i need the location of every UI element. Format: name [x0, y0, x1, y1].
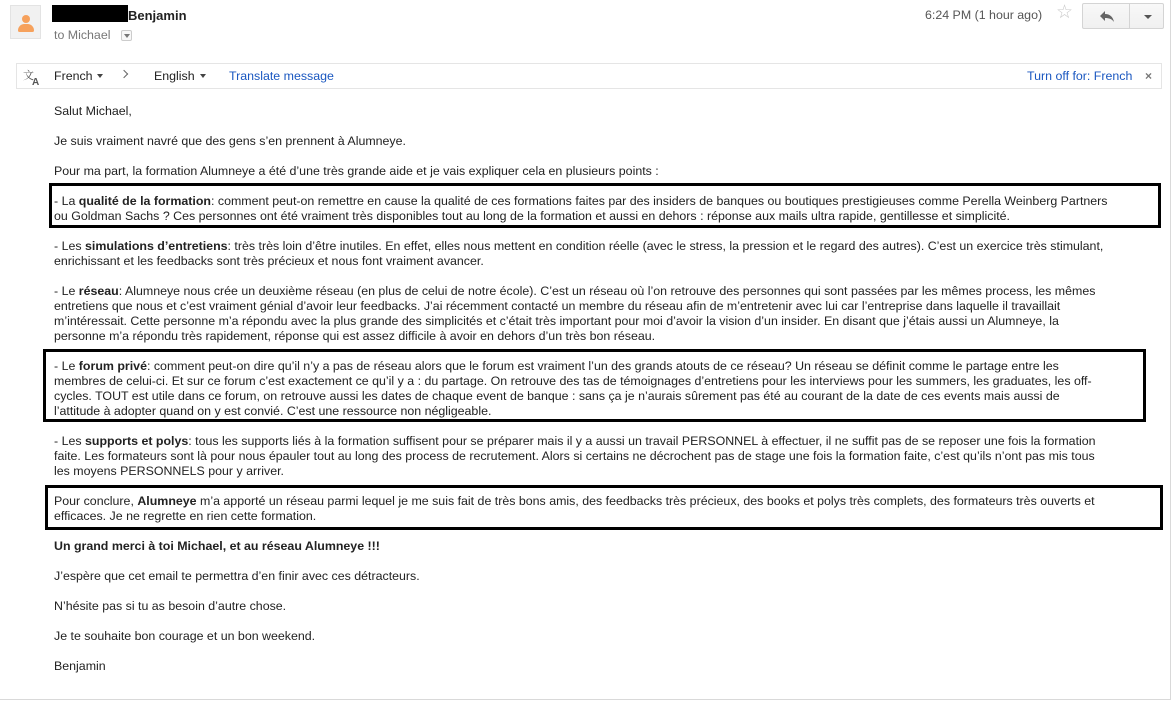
translate-message-link[interactable]: Translate message — [229, 69, 334, 83]
recipient-line: to Michael — [54, 28, 111, 42]
point-simulations-line-2: enrichissant et les feedbacks sont très précieux et nous font vraiment avancer. — [54, 254, 484, 268]
target-language-dropdown-icon[interactable] — [200, 74, 206, 78]
translate-icon — [22, 68, 42, 86]
details-dropdown-icon[interactable] — [121, 30, 132, 41]
point-network-line-2: entretiens que nous et c’est vraiment génial d’avoir leur feedbacks. J’ai récemment contacté un membre du réseau afin de m’entretenir avec lui car l’entreprise dans laquelle il travaillait — [54, 299, 1061, 313]
more-options-button[interactable] — [1129, 3, 1164, 29]
point-supports-line-2: faite. Les formateurs sont là pour nous épauler tout au long des process de recrutement. Alors si certains ne décrochent pas de stage une fois la formation faite, c’est qu’ils n’ont pas mis tous — [54, 449, 1095, 463]
point-supports-line-1: - Les supports et polys: tous les supports liés à la formation suffisent pour se préparer mais il y a aussi un travail PERSONNEL à effectuer, il ne suffit pas de se reposer une fois la formation — [54, 434, 1096, 448]
point-quality-line-1: - La qualité de la formation: comment peut-on remettre en cause la qualité de ces formations faites par des insiders de banques ou boutiques prestigieuses comme Perella Weinberg Partners — [54, 194, 1108, 208]
point-simulations-line-1: - Les simulations d’entretiens: très très loin d’être inutiles. En effet, elles nous mettent en condition réelle (avec le stress, la pression et le regard des autres). C’est un exercice très stimulant, — [54, 239, 1104, 253]
signature: Benjamin — [54, 659, 106, 673]
point-quality-line-2: ou Goldman Sachs ? Ces personnes ont été vraiment très disponibles tout au long de la formation et aussi en dehors : réponse aux mails ultra rapide, gentillesse et simplicité. — [54, 209, 1010, 223]
turn-off-translation-link[interactable]: Turn off for: French — [1027, 69, 1133, 83]
greeting: Salut Michael, — [54, 104, 132, 118]
point-supports-line-3: les moyens PERSONNELS pour y arriver. — [54, 464, 284, 478]
point-network-line-1: - Le réseau: Alumneye nous crée un deuxième réseau (en plus de celui de notre école). C’est un réseau où l’on retrouve des personnes qui sont passées par les mêmes process, les mêmes — [54, 284, 1096, 298]
point-network-line-3: m’intéressait. Cette personne m’a répondu avec la plus grande des simplicités et c’était très important pour moi d’avoir la vision d’un insider. En disant que j’étais aussi un Alumneye, la — [54, 314, 1059, 328]
point-forum-line-3: cycles. TOUT est utile dans ce forum, on retrouve aussi les dates de chaque event de banque : sans ça je n’aurais sûrement pas été au courant de la date de ces events mais aussi de — [54, 389, 1060, 403]
star-icon[interactable]: ☆ — [1056, 2, 1074, 23]
svg-text:文: 文 — [23, 70, 34, 82]
closing-line-2: N’hésite pas si tu as besoin d’autre chose. — [54, 599, 287, 613]
conclusion-line-1: Pour conclure, Alumneye m’a apporté un réseau parmi lequel je me suis fait de très bons amis, des feedbacks très précieux, des books et polys très complets, des formateurs très ouverts et — [54, 494, 1095, 508]
timestamp: 6:24 PM (1 hour ago) — [925, 8, 1043, 22]
intro-line-1: Je suis vraiment navré que des gens s’en prennent à Alumneye. — [54, 134, 406, 148]
svg-text:A: A — [32, 77, 40, 86]
reply-button[interactable] — [1082, 3, 1130, 29]
sender-name[interactable]: Benjamin — [128, 8, 187, 23]
point-network-line-4: personne m’a répondu très rapidement, réponse qui est assez difficile à avoir en dehors d’un très bon réseau. — [54, 329, 656, 343]
closing-line-3: Je te souhaite bon courage et un bon weekend. — [54, 629, 316, 643]
target-language-select[interactable]: English — [154, 69, 195, 83]
point-forum-line-4: l’attitude à adopter quand on y est convié. C’est une ressource non négligeable. — [54, 404, 492, 418]
avatar-icon[interactable] — [10, 5, 41, 39]
close-translate-icon[interactable]: × — [1145, 69, 1153, 83]
source-language-select[interactable]: French — [54, 69, 93, 83]
closing-line-1: J’espère que cet email te permettra d’en finir avec ces détracteurs. — [54, 569, 420, 583]
point-forum-line-2: membres de celui-ci. Et sur ce forum c’est exactement ce qu’il y a : du partage. On retrouve des tas de témoignages d’entretiens pour les interviews pour les summers, les graduates, les off- — [54, 374, 1092, 388]
intro-line-2: Pour ma part, la formation Alumneye a été d’une très grande aide et je vais expliquer cela en plusieurs points : — [54, 164, 659, 178]
thanks-line: Un grand merci à toi Michael, et au réseau Alumneye !!! — [54, 539, 380, 553]
conclusion-line-2: efficaces. Je ne regrette en rien cette formation. — [54, 509, 317, 523]
point-forum-line-1: - Le forum privé: comment peut-on dire qu’il n’y a pas de réseau alors que le forum est vraiment l’un des grands atouts de ce réseau? Un réseau se définit comme le partage entre les — [54, 359, 1059, 373]
redacted-name-block — [52, 5, 128, 22]
reply-icon — [1099, 10, 1115, 23]
translate-bar — [16, 63, 1162, 89]
source-language-dropdown-icon[interactable] — [97, 74, 103, 78]
chevron-right-icon — [120, 70, 128, 78]
